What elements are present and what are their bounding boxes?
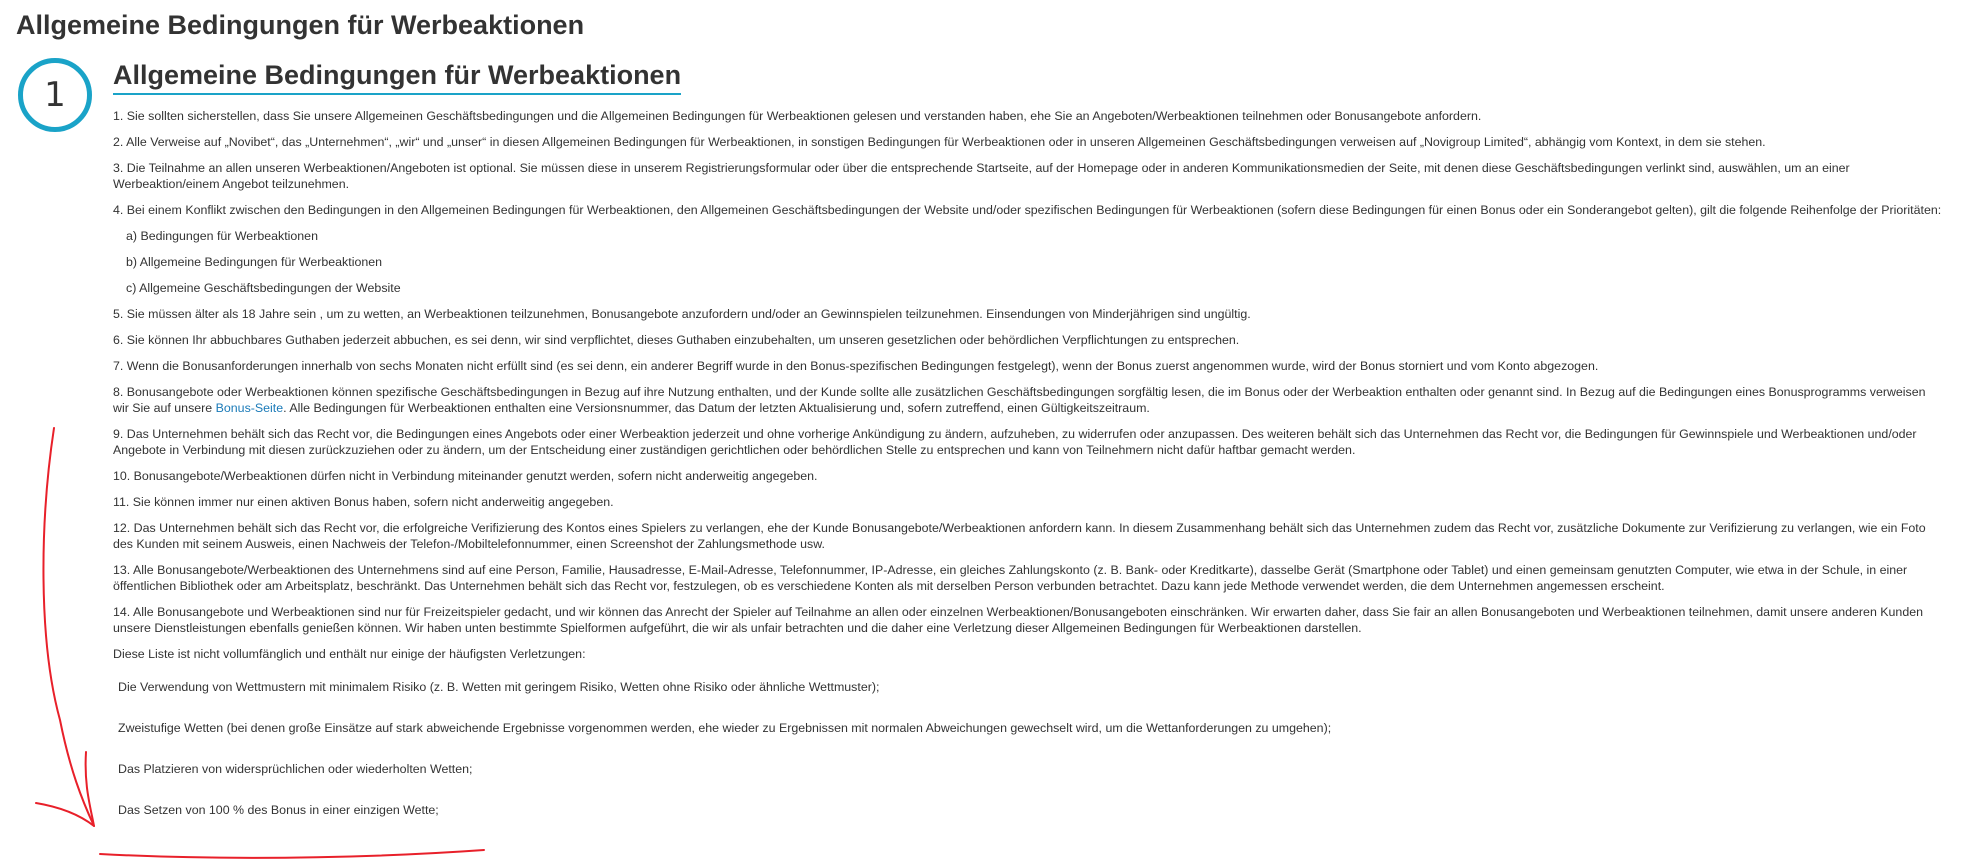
term-3: 3. Die Teilnahme an allen unseren Werbeaktionen/Angeboten ist optional. Sie müssen diese in unserem Registrierungsformular oder über die entsprechende Startseite, auf der Homepage oder in anderen Kommunikationsmedien der Seite, mit denen diese Geschäftsbedingungen verlinkt sind, auswählen, um an einer Werbeaktion/einem Angebot teilzunehmen. [113,161,1850,191]
term-12: 12. Das Unternehmen behält sich das Recht vor, die erfolgreiche Verifizierung des Kontos eines Spielers zu verlangen, ehe der Kunde Bonusangebote/Werbeaktionen anfordern kann. In diesem Zusammenhang behält sich das Unternehmen zudem das Recht vor, zusätzliche Dokumente zur Verifizierung zu verlangen, wie ein Foto des Kunden mit seinem Ausweis, einen Nachweis der Telefon-/Mobiltelefonnummer, einen Screenshot der Zahlungsmethode usw. [113,521,1926,551]
term-11: 11. Sie können immer nur einen aktiven Bonus haben, sofern nicht anderweitig angegeben. [113,495,614,509]
term-1: 1. Sie sollten sicherstellen, dass Sie unsere Allgemeinen Geschäftsbedingungen und die Allgemeinen Bedingungen für Werbeaktionen gelesen und verstanden haben, ehe Sie an Angeboten/Werbeaktionen teilnehmen oder Bonusangebote anfordern. [113,109,1482,123]
page-title: Allgemeine Bedingungen für Werbeaktionen [16,10,585,40]
term-4-priority-a: a) Bedingungen für Werbeaktionen [126,229,318,243]
term-10: 10. Bonusangebote/Werbeaktionen dürfen nicht in Verbindung miteinander genutzt werden, sofern nicht anderweitig angegeben. [113,469,818,483]
annotation-arrow-head [36,752,94,826]
term-8 [113,384,1943,416]
term-7: 7. Wenn die Bonusanforderungen innerhalb von sechs Monaten nicht erfüllt sind (es sei denn, ein anderer Begriff wurde in den Bonus-spezifischen Bedingungen festgelegt), wenn der Bonus zuerst angenommen wurde, wird der Bonus storniert und vom Konto abgezogen. [113,359,1599,373]
term-4-priority-b: b) Allgemeine Bedingungen für Werbeaktionen [126,255,383,269]
term-14: 14. Alle Bonusangebote und Werbeaktionen sind nur für Freizeitspieler gedacht, und wir können das Anrecht der Spieler auf Teilnahme an allen oder einzelnen Werbeaktionen/Bonusangeboten einschränken. Wir erwarten daher, dass Sie fair an allen Bonusangeboten und Werbeaktionen teilnehmen, damit unsere anderen Kunden unsere Dienstleistungen ebenfalls genießen können. Wir haben unten bestimmte Spielformen aufgeführt, die wir als unfair betrachten und die daher eine Verletzung dieser Allgemeinen Bedingungen für Werbeaktionen darstellen. [113,605,1923,635]
term-6: 6. Sie können Ihr abbuchbares Guthaben jederzeit abbuchen, es sei denn, wir sind verpflichtet, dieses Guthaben einzubehalten, um unseren gesetzlichen oder behördlichen Verpflichtungen zu entsprechen. [113,333,1240,347]
section-heading: Allgemeine Bedingungen für Werbeaktionen [113,60,681,95]
violation-item: Die Verwendung von Wettmustern mit minimalem Risiko (z. B. Wetten mit geringem Risiko, Wetten ohne Risiko oder ähnliche Wettmuster); [118,679,880,694]
violation-item: Das Setzen von 100 % des Bonus in einer einzigen Wette; [118,802,439,817]
violations-list-intro: Diese Liste ist nicht vollumfänglich und enthält nur einige der häufigsten Verletzungen: [113,647,586,661]
term-5: 5. Sie müssen älter als 18 Jahre sein , um zu wetten, an Werbeaktionen teilzunehmen, Bonusangebote anzufordern und/oder an Gewinnspielen teilzunehmen. Einsendungen von Minderjährigen sind ungültig. [113,307,1251,321]
term-4: 4. Bei einem Konflikt zwischen den Bedingungen in den Allgemeinen Bedingungen für Werbeaktionen, den Allgemeinen Geschäftsbedingungen der Website und/oder spezifischen Bedingungen für Werbeaktionen (sofern diese Bedingungen für einen Bonus oder ein Sonderangebot gelten), gilt die folgende Reihenfolge der Prioritäten: [113,203,1942,217]
section-number: 1 [44,75,66,115]
annotation-underline [100,850,484,858]
violation-item: Zweistufige Wetten (bei denen große Einsätze auf stark abweichende Ergebnisse vorgenommen werden, ehe wieder zu Ergebnissen mit normalen Abweichungen gewechselt wird, um die Wettanforderungen zu umgehen); [118,720,1332,735]
bonus-page-link[interactable]: Bonus-Seite [215,401,284,415]
term-9: 9. Das Unternehmen behält sich das Recht vor, die Bedingungen eines Angebots oder einer Werbeaktion jederzeit und ohne vorherige Ankündigung zu ändern, aufzuheben, zu widerrufen oder anzupassen. Des weiteren behält sich das Unternehmen das Recht vor, die Bedingungen für Gewinnspiele und Werbeaktionen und/oder Angebote in Verbindung mit diesen zurückzuziehen oder zu ändern, um der Entscheidung einer zuständigen gerichtlichen oder behördlichen Stelle zu entsprechen und kann von Teilnehmern nicht dafür haftbar gemacht werden. [113,427,1917,457]
section-number-badge [18,58,92,132]
annotation-arrow-shaft [43,428,94,826]
term-8-text-after: . Alle Bedingungen für Werbeaktionen enthalten eine Versionsnummer, das Datum der letzten Aktualisierung und, sofern zutreffend, einen Gültigkeitszeitraum. [283,401,1150,415]
violation-item: Das Platzieren von widersprüchlichen oder wiederholten Wetten; [118,761,473,776]
term-2: 2. Alle Verweise auf „Novibet“, das „Unternehmen“, „wir“ und „unser“ in diesen Allgemeinen Bedingungen für Werbeaktionen, in sonstigen Bedingungen für Werbeaktionen oder in unseren Allgemeinen Geschäftsbedingungen verweisen auf „Novigroup Limited“, abhängig vom Kontext, in dem sie stehen. [113,135,1766,149]
terms-body [113,108,1943,830]
term-4-priority-c: c) Allgemeine Geschäftsbedingungen der Website [126,281,401,295]
term-13: 13. Alle Bonusangebote/Werbeaktionen des Unternehmens sind auf eine Person, Familie, Hausadresse, E-Mail-Adresse, Telefonnummer, IP-Adresse, ein gleiches Zahlungskonto (z. B. Bank- oder Kreditkarte), dasselbe Gerät (Smartphone oder Tablet) und einen gemeinsam genutzten Computer, wie etwa in der Schule, in einer öffentlichen Bibliothek oder am Arbeitsplatz, beschränkt. Das Unternehmen behält sich das Recht vor, festzulegen, ob es verschiedene Konten als mit derselben Person verbunden betrachtet. Dazu kann jede Methode verwendet werden, die dem Unternehmen angemessen erscheint. [113,563,1908,593]
term-8-text-before: 8. Bonusangebote oder Werbeaktionen können spezifische Geschäftsbedingungen in Bezug auf ihre Nutzung enthalten, und der Kunde sollte alle zusätzlichen Geschäftsbedingungen sorgfältig lesen, die im Bonus oder der Werbeaktion enthalten oder genannt sind. In Bezug auf die Bedingungen eines Bonusprogramms verweisen wir Sie auf unsere [113,385,1926,415]
